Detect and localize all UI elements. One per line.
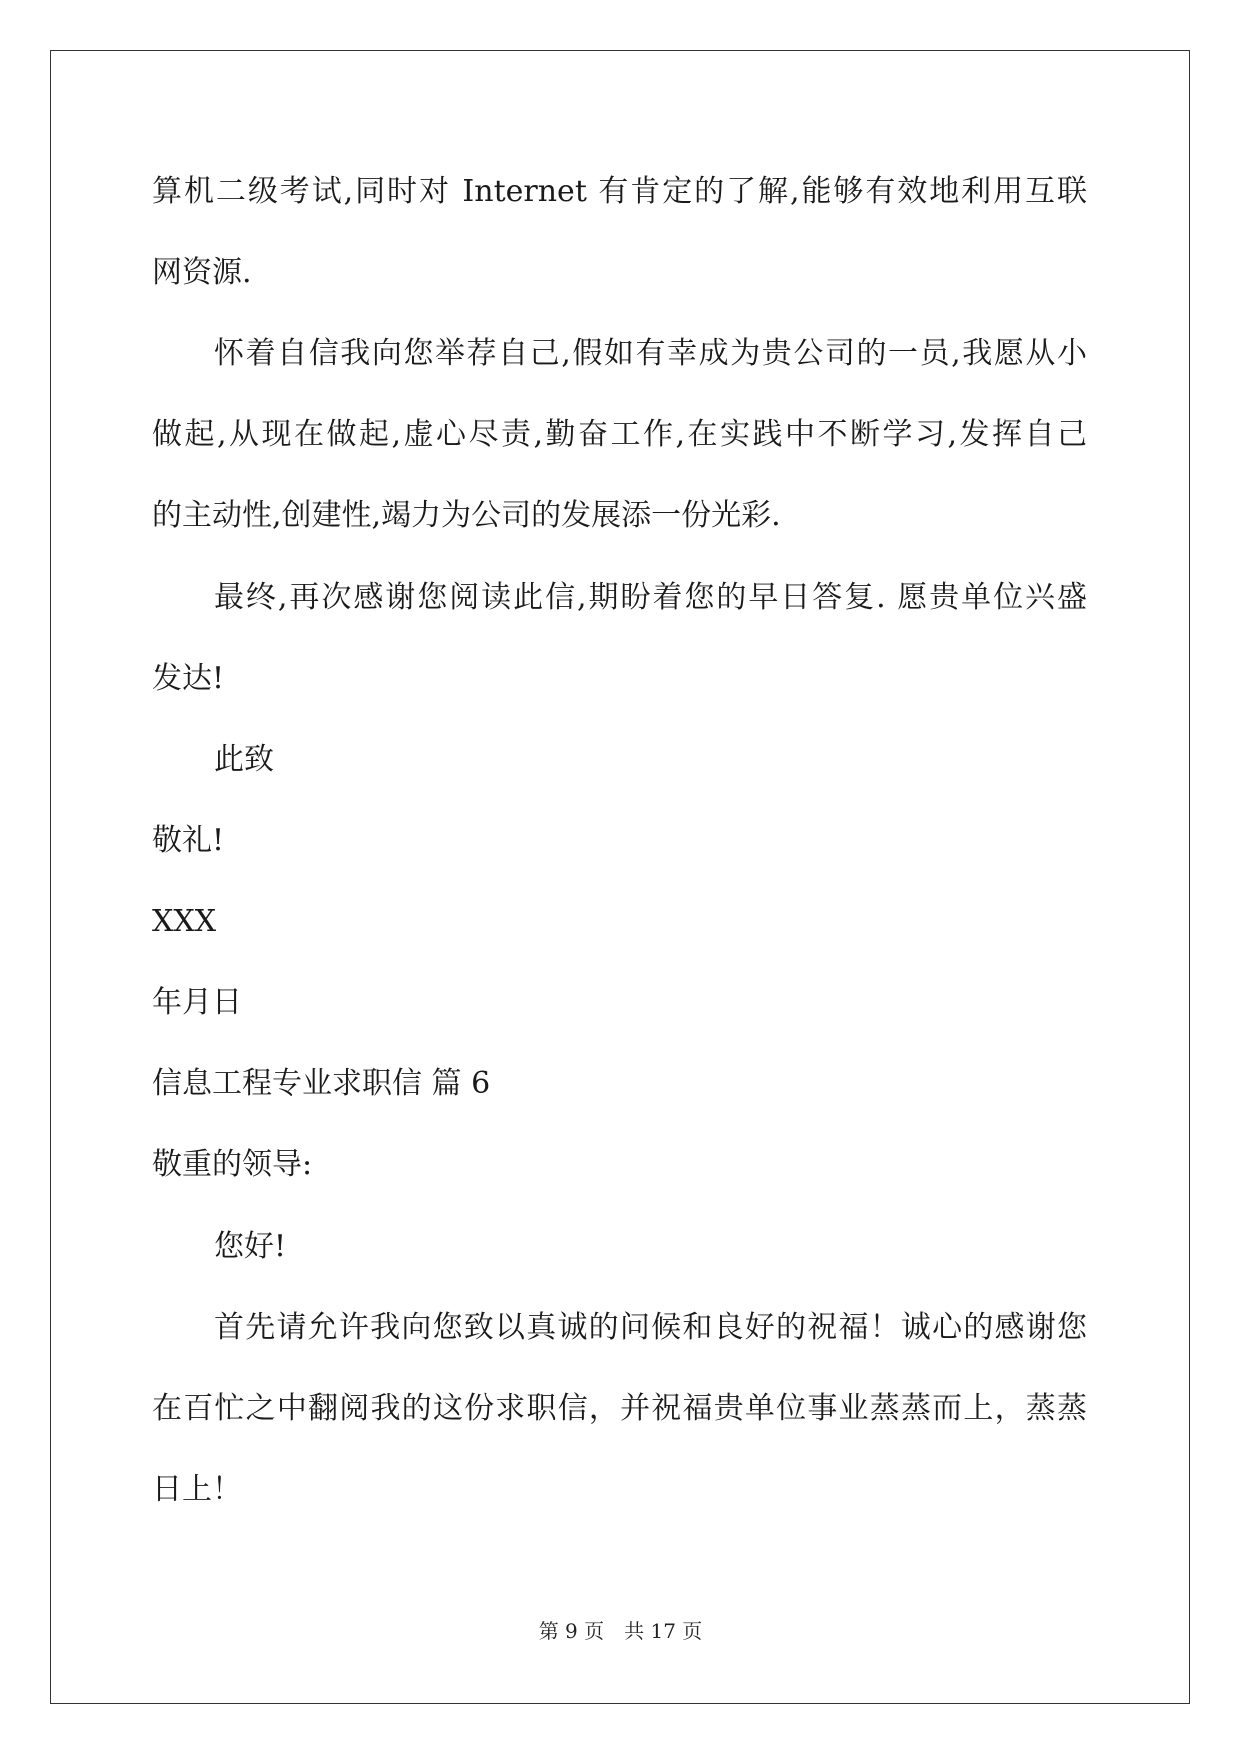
closing-salutation: 此致 [214, 742, 274, 777]
body-line: 首先请允许我向您致以真诚的问候和良好的祝福！诚心的感谢您 [214, 1310, 1087, 1345]
greeting: 敬重的领导: [152, 1147, 313, 1182]
body-line: 您好! [214, 1229, 287, 1264]
body-line: 发达! [152, 661, 225, 696]
body-line: 算机二级考试,同时对 Internet 有肯定的了解,能够有效地利用互联 [152, 174, 1087, 209]
body-line: 在百忙之中翻阅我的这份求职信，并祝福贵单位事业蒸蒸而上，蒸蒸 [152, 1391, 1087, 1426]
body-line: 日上！ [152, 1472, 242, 1507]
body-line: 网资源. [152, 255, 252, 290]
body-line: 的主动性,创建性,竭力为公司的发展添一份光彩. [152, 498, 781, 533]
signature-date: 年月日 [152, 985, 242, 1020]
page-number-footer: 第 9 页 共 17 页 [538, 1619, 703, 1643]
signature-name: XXX [152, 904, 217, 939]
closing-regards: 敬礼! [152, 823, 225, 858]
body-line: 怀着自信我向您举荐自己,假如有幸成为贵公司的一员,我愿从小 [214, 336, 1087, 371]
body-line: 最终,再次感谢您阅读此信,期盼着您的早日答复. 愿贵单位兴盛 [214, 580, 1087, 615]
body-line: 做起,从现在做起,虚心尽责,勤奋工作,在实践中不断学习,发挥自己 [152, 417, 1087, 452]
page-border [50, 50, 1190, 1704]
section-heading: 信息工程专业求职信 篇 6 [152, 1066, 491, 1101]
